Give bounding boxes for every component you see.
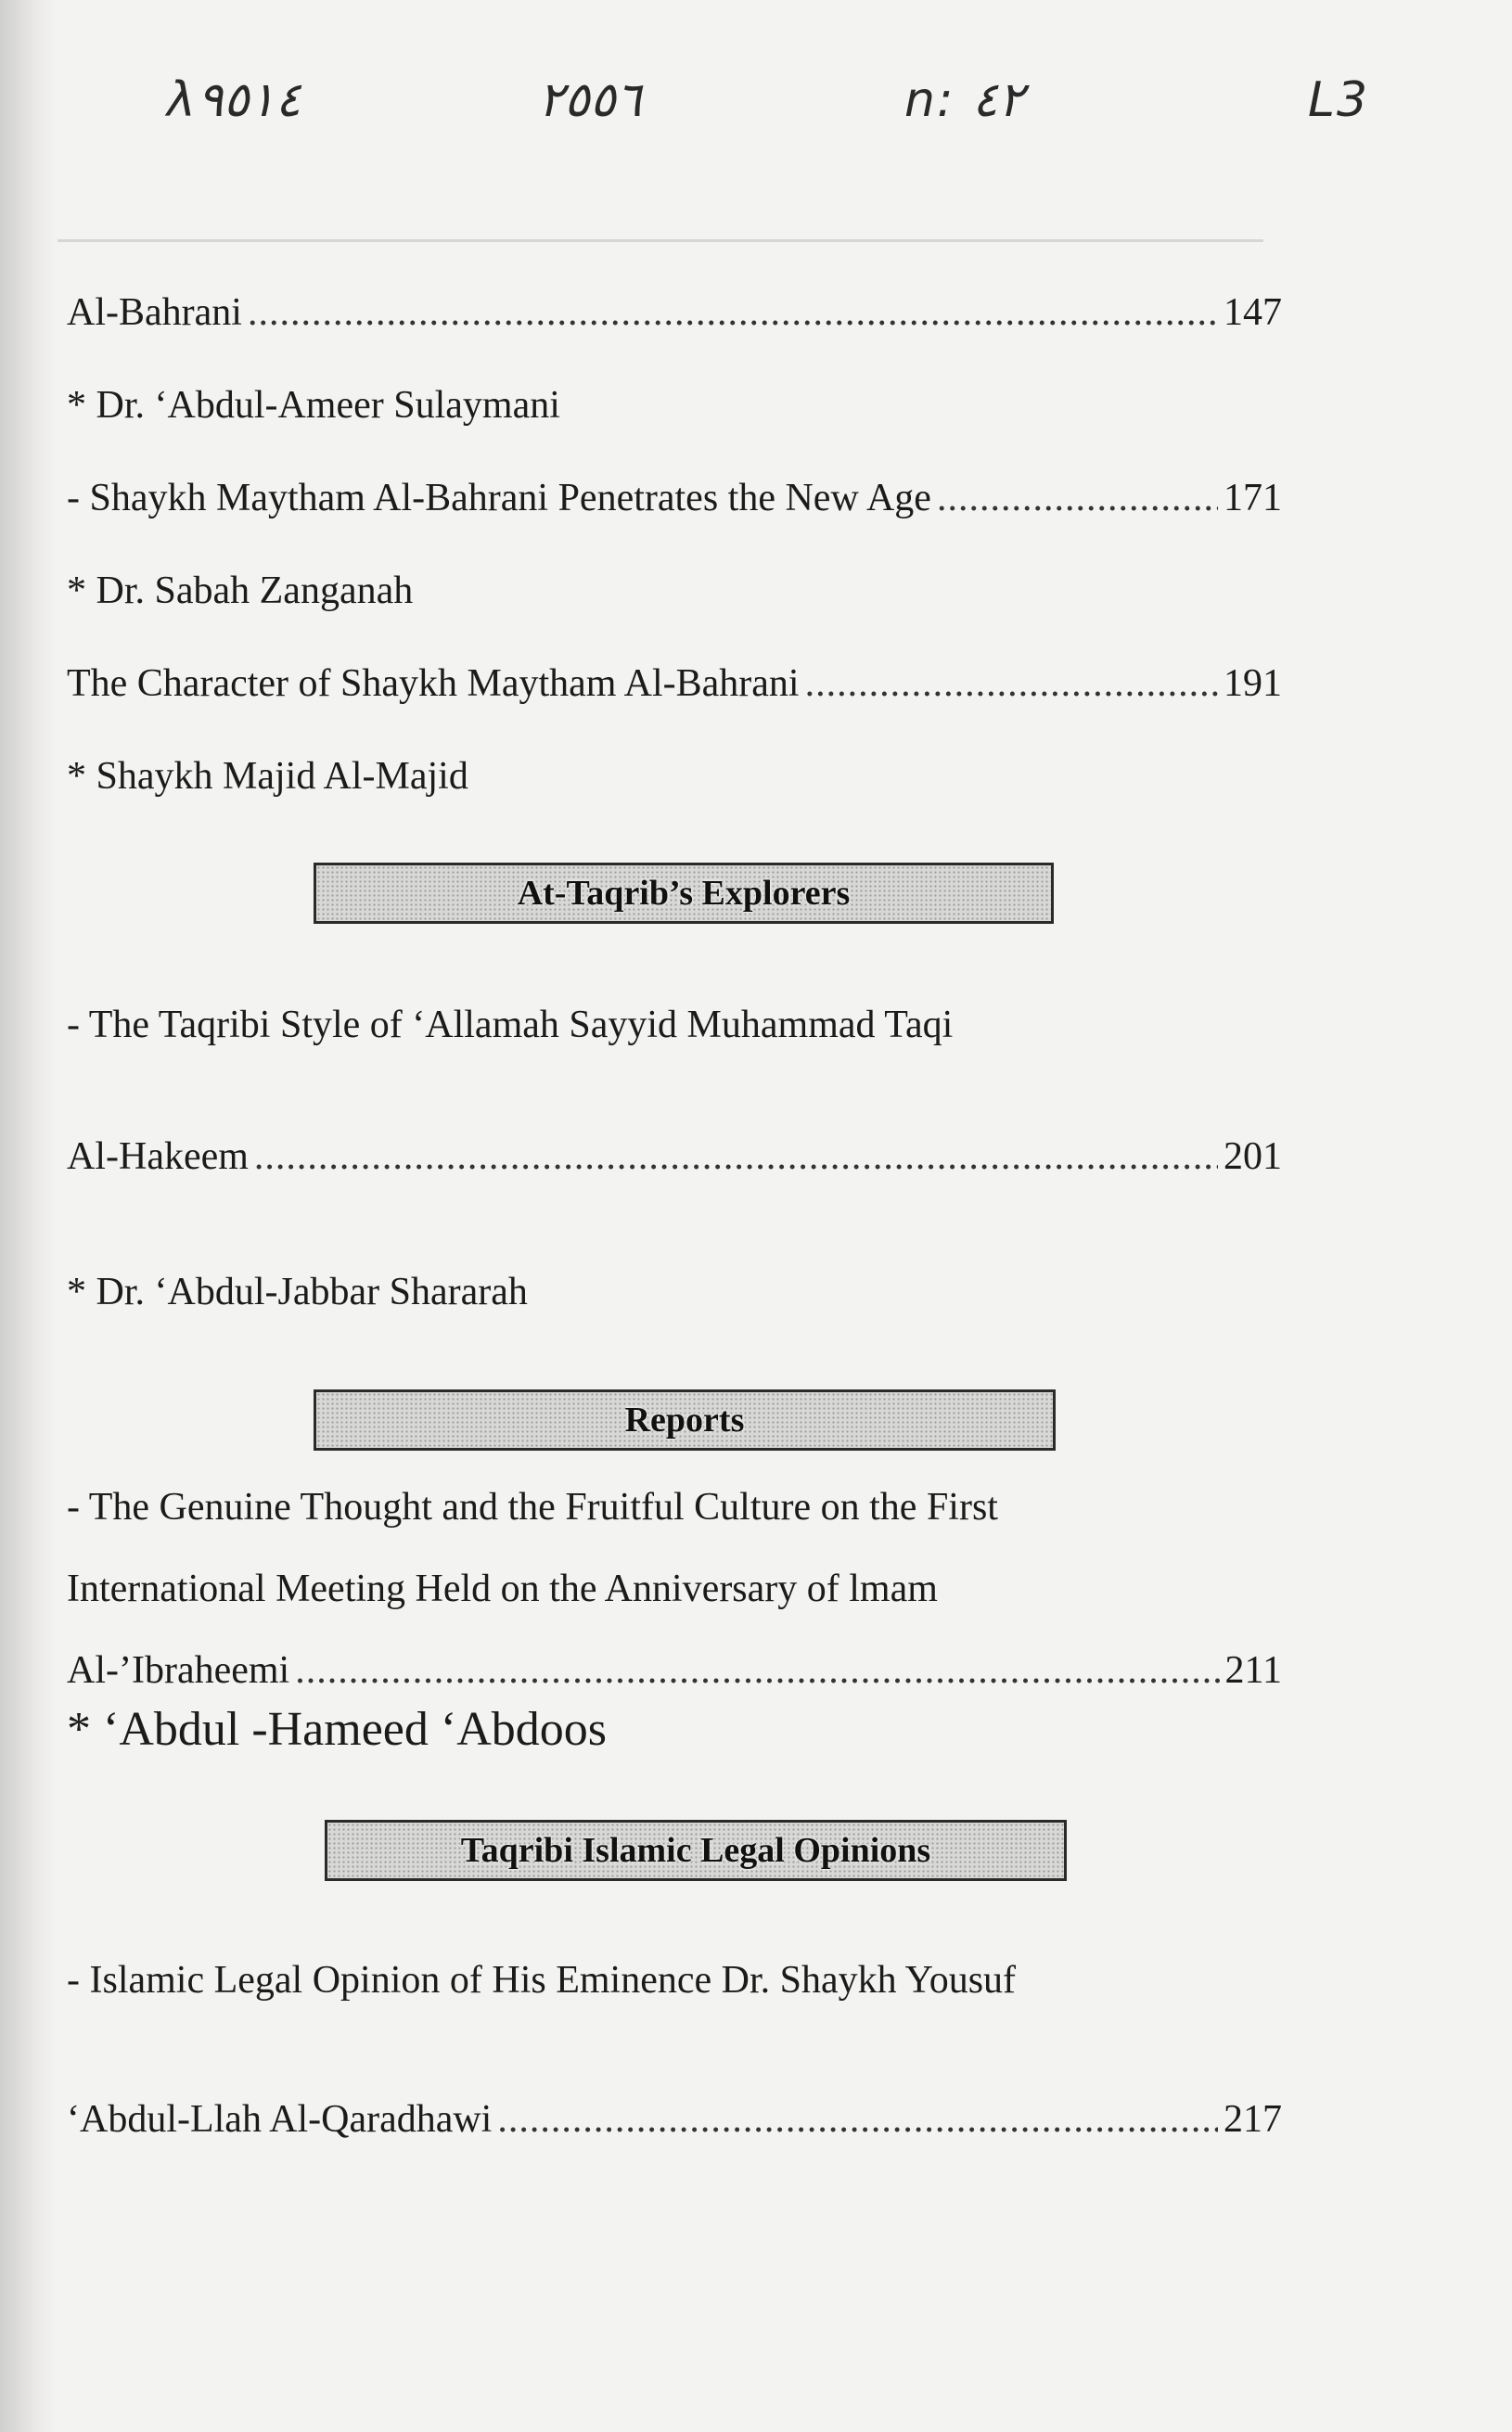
toc-entry-title: Al-Hakeem — [67, 1135, 249, 1178]
toc-page-number: 211 — [1224, 1649, 1282, 1692]
leader-dots — [497, 2096, 1218, 2143]
toc-entry-character — [67, 660, 1282, 707]
toc-entry-title: The Character of Shaykh Maytham Al-Bahrani — [67, 662, 800, 705]
leader-dots — [295, 1647, 1219, 1694]
toc-entry-al-bahrani — [67, 289, 1282, 336]
toc-author: * Shaykh Majid Al-Majid — [67, 755, 468, 798]
handwritten-mark-1: λ٩٥١٤ — [167, 72, 301, 128]
toc-author: * Dr. ‘Abdul-Jabbar Shararah — [67, 1271, 528, 1313]
toc-entry-title: International Meeting Held on the Anniversary of lmam — [67, 1568, 938, 1610]
toc-author: * Dr. Sabah Zanganah — [67, 570, 414, 612]
toc-entry-title: - Islamic Legal Opinion of His Eminence Dr. Shaykh Yousuf — [67, 1959, 1017, 2002]
leader-dots — [254, 1133, 1218, 1180]
handwritten-mark-3: n: ٤٢ — [904, 72, 1024, 128]
toc-entry-title: ‘Abdul-Llah Al-Qaradhawi — [67, 2098, 493, 2141]
section-header-explorers — [314, 863, 1054, 924]
bleed-through-rule — [58, 239, 1263, 242]
leader-dots — [805, 660, 1218, 707]
section-title: Taqribi Islamic Legal Opinions — [460, 1831, 931, 1870]
leader-dots — [248, 289, 1218, 336]
toc-author: * ‘Abdul -Hameed ‘Abdoos — [67, 1703, 607, 1756]
toc-entry-al-ibraheemi — [67, 1647, 1282, 1694]
toc-entry-title: Al-Bahrani — [67, 291, 242, 334]
section-title: Reports — [624, 1401, 745, 1440]
section-title: At-Taqrib’s Explorers — [517, 874, 851, 913]
toc-entry-new-age — [67, 475, 1282, 521]
leader-dots — [937, 475, 1218, 521]
toc-entry-al-qaradhawi — [67, 2096, 1282, 2143]
toc-entry-title: Al-’Ibraheemi — [67, 1649, 290, 1692]
page-edge-shadow — [0, 0, 56, 2432]
toc-page-number: 191 — [1224, 662, 1282, 705]
handwritten-mark-4: L3 — [1308, 72, 1370, 128]
toc-entry-al-hakeem — [67, 1133, 1282, 1180]
toc-author: * Dr. ‘Abdul-Ameer Sulaymani — [67, 384, 560, 427]
toc-entry-title: - The Taqribi Style of ‘Allamah Sayyid Muhammad Taqi — [67, 1004, 954, 1046]
toc-page-number: 201 — [1224, 1135, 1282, 1178]
section-header-reports — [314, 1389, 1056, 1451]
handwritten-mark-2: ٢٥٥٦ — [538, 72, 642, 128]
toc-page-number: 217 — [1224, 2098, 1282, 2141]
toc-entry-title: - Shaykh Maytham Al-Bahrani Penetrates the New Age — [67, 477, 931, 519]
toc-entry-title: - The Genuine Thought and the Fruitful Culture on the First — [67, 1486, 998, 1529]
toc-page-number: 171 — [1224, 477, 1282, 519]
section-header-legal-opinions — [325, 1820, 1067, 1881]
toc-page-number: 147 — [1224, 291, 1282, 334]
